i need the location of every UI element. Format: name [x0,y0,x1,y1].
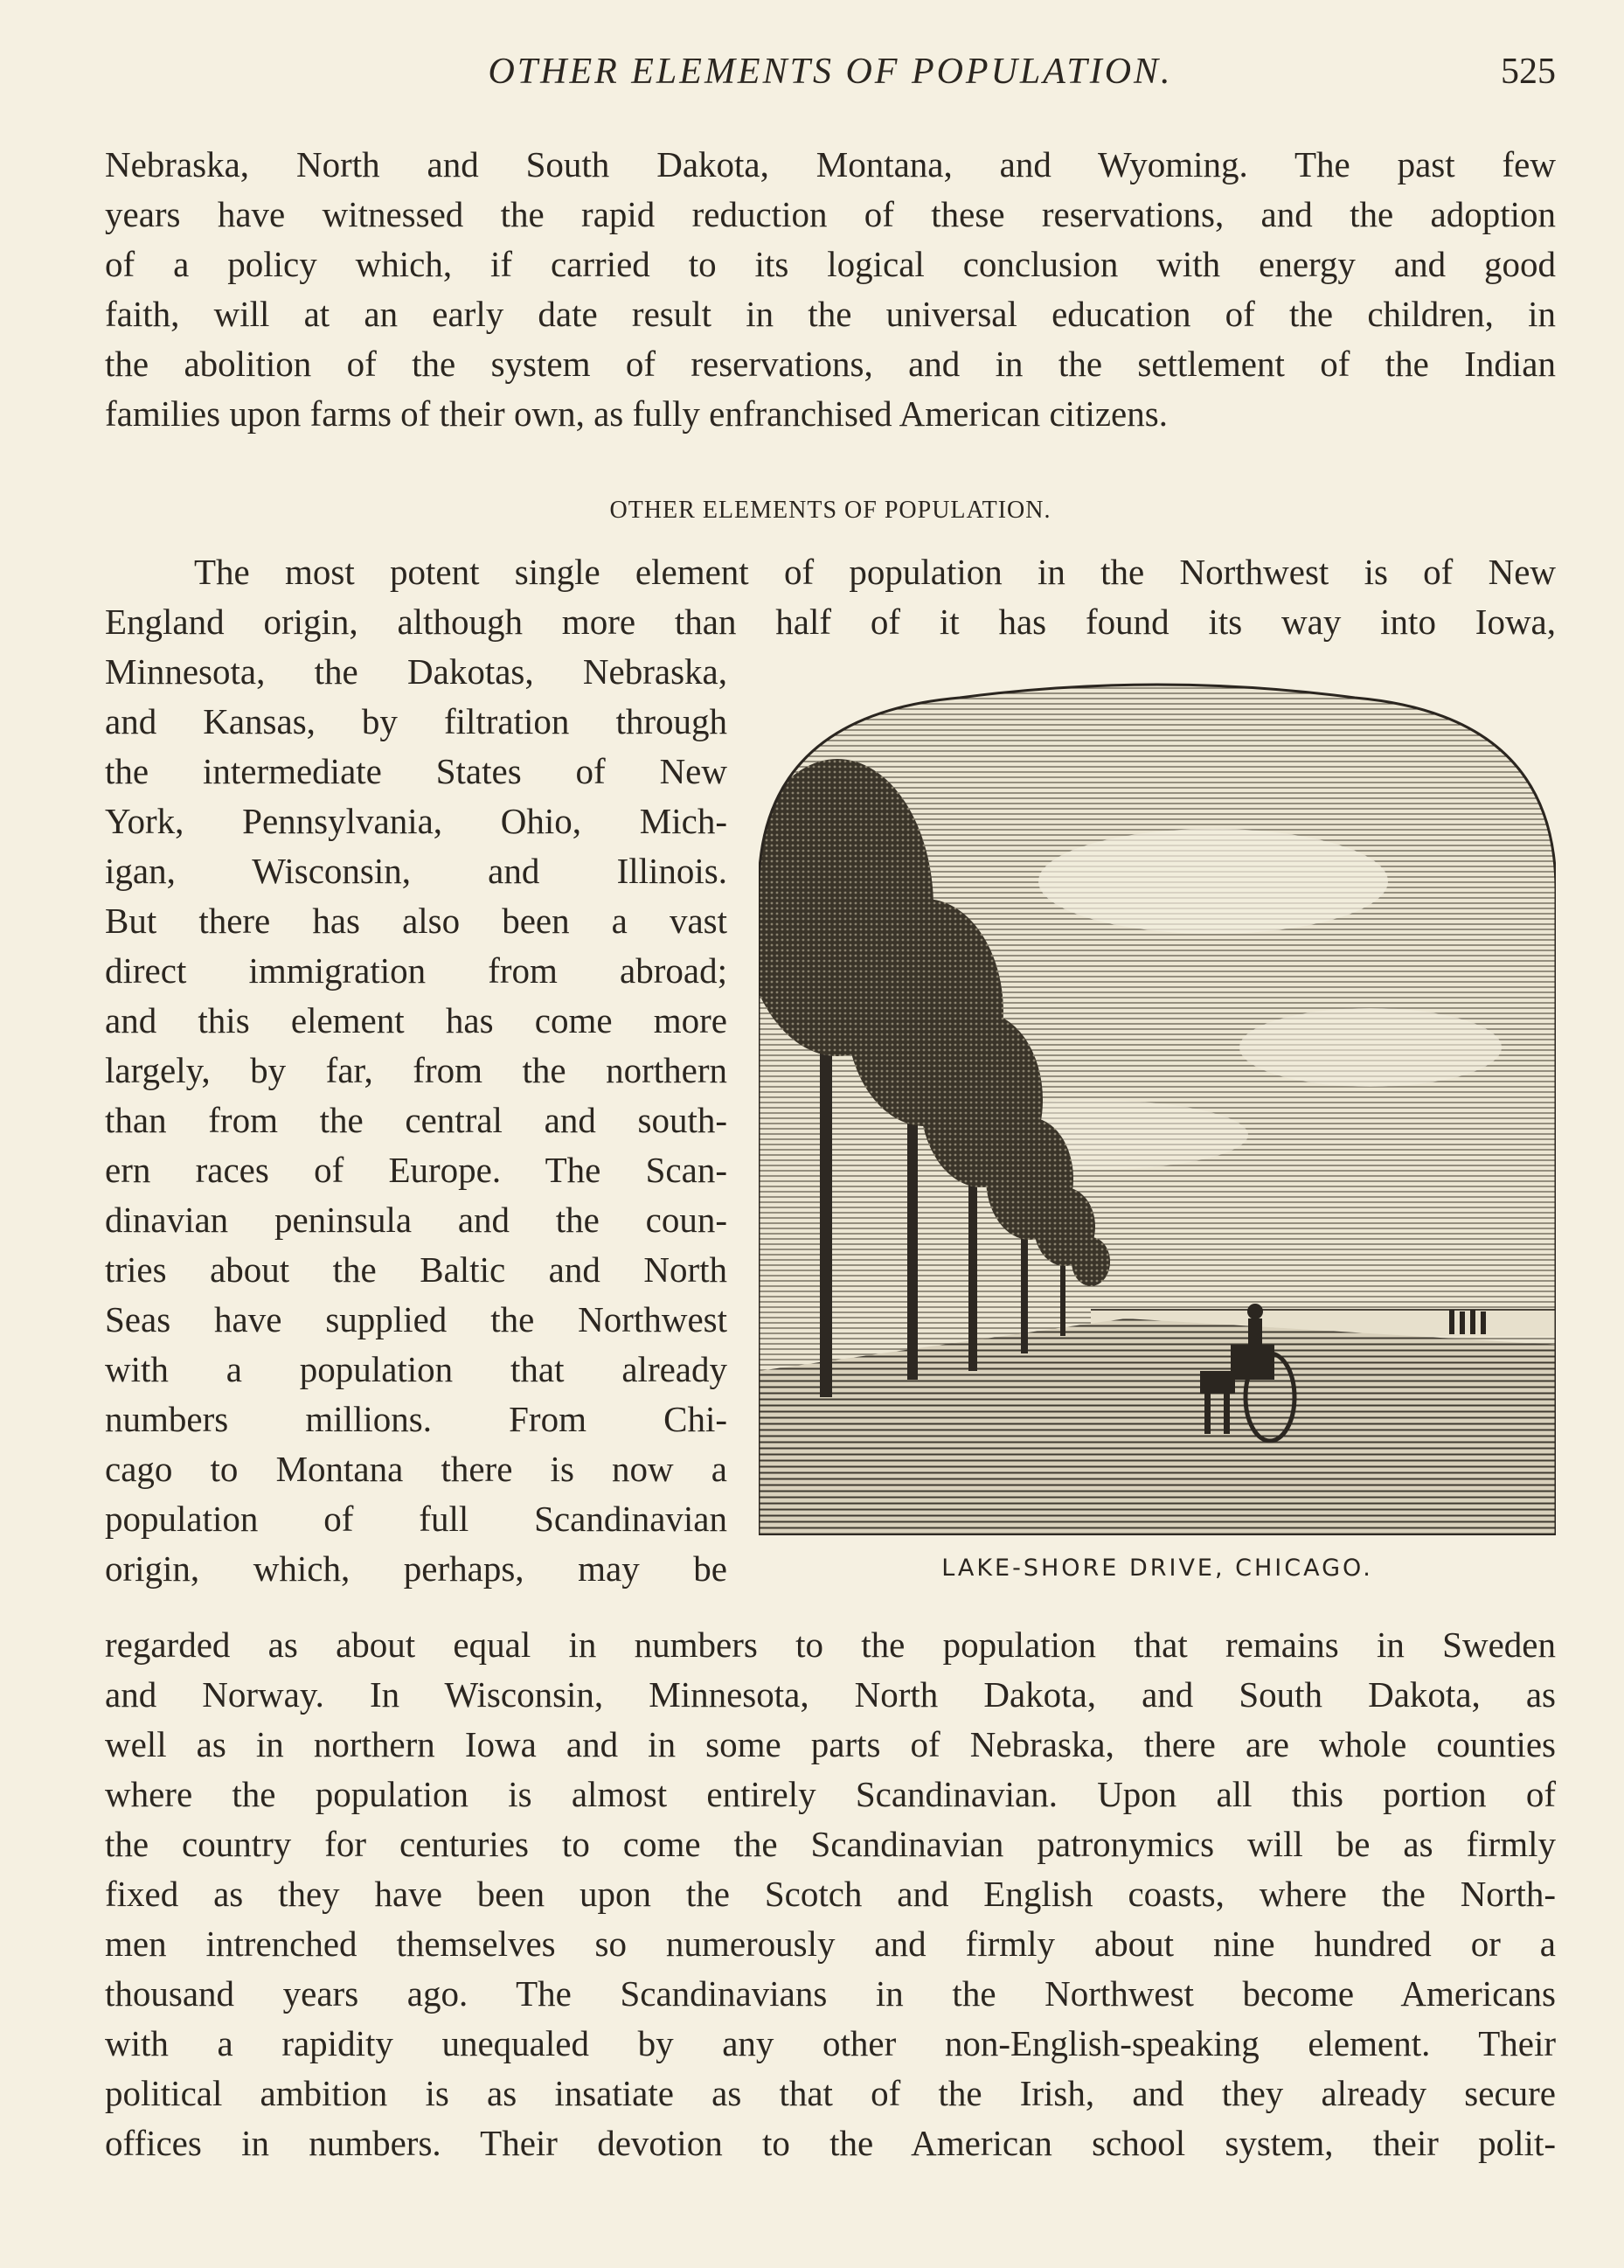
text-line: The most potent single element of population in the Northwest is of New [194,552,1556,592]
text-line: But there has also been a vast [105,901,727,941]
text-line: where the population is almost entirely Scandinavian. Upon all this portion of [105,1774,1556,1814]
text-line: largely, by far, from the northern [105,1050,727,1090]
text-line: years have witnessed the rapid reduction of these reservations, and the adoption [105,194,1556,234]
running-title: OTHER ELEMENTS OF POPULATION. [488,52,1173,92]
text-line: offices in numbers. Their devotion to the American school system, their polit- [105,2123,1556,2163]
running-head [105,51,1556,103]
text-line: and this element has come more [105,1000,727,1040]
text-line: York, Pennsylvania, Ohio, Mich- [105,801,727,841]
text-line: the country for centuries to come the Scandinavian patronymics will be as firmly [105,1824,1556,1864]
figure-caption: LAKE-SHORE DRIVE, CHICAGO. [941,1555,1373,1582]
text-line: political ambition is as insatiate as that of the Irish, and they already secure [105,2073,1556,2113]
page-number: 525 [1501,52,1556,92]
text-line: Minnesota, the Dakotas, Nebraska, [105,651,727,692]
text-line: regarded as about equal in numbers to the population that remains in Sweden [105,1624,1556,1665]
text-line: well as in northern Iowa and in some parts of Nebraska, there are whole counties [105,1724,1556,1764]
text-line: numbers millions. From Chi- [105,1399,727,1439]
text-line: families upon farms of their own, as fully enfranchised American citizens. [105,393,1168,434]
text-line: Seas have supplied the Northwest [105,1299,727,1339]
text-line: thousand years ago. The Scandinavians in the Northwest become Americans [105,1973,1556,2014]
text-line: men intrenched themselves so numerously and firmly about nine hundred or a [105,1924,1556,1964]
text-line: with a population that already [105,1349,727,1389]
text-line: igan, Wisconsin, and Illinois. [105,851,727,891]
text-line: tries about the Baltic and North [105,1249,727,1290]
text-line: ern races of Europe. The Scan- [105,1150,727,1190]
text-line: fixed as they have been upon the Scotch and English coasts, where the North- [105,1874,1556,1914]
lake-shore-drive-illustration [759,680,1556,1535]
text-line: cago to Montana there is now a [105,1449,727,1489]
text-line: faith, will at an early date result in the universal education of the children, in [105,294,1556,334]
text-line: population of full Scandinavian [105,1499,727,1539]
text-line: England origin, although more than half of it has found its way into Iowa, [105,602,1556,642]
text-line: Nebraska, North and South Dakota, Montana, and Wyoming. The past few [105,144,1556,184]
text-line: the abolition of the system of reservations, and in the settlement of the Indian [105,344,1556,384]
text-line: of a policy which, if carried to its logical conclusion with energy and good [105,244,1556,284]
text-line: and Norway. In Wisconsin, Minnesota, North Dakota, and South Dakota, as [105,1674,1556,1715]
text-line: than from the central and south- [105,1100,727,1140]
text-line: the intermediate States of New [105,751,727,791]
text-line: direct immigration from abroad; [105,950,727,991]
text-line: with a rapidity unequaled by any other non-English-speaking element. Their [105,2023,1556,2063]
section-heading: OTHER ELEMENTS OF POPULATION. [609,497,1051,524]
text-line: and Kansas, by filtration through [105,701,727,741]
text-line: origin, which, perhaps, may be [105,1548,727,1589]
text-line: dinavian peninsula and the coun- [105,1200,727,1240]
